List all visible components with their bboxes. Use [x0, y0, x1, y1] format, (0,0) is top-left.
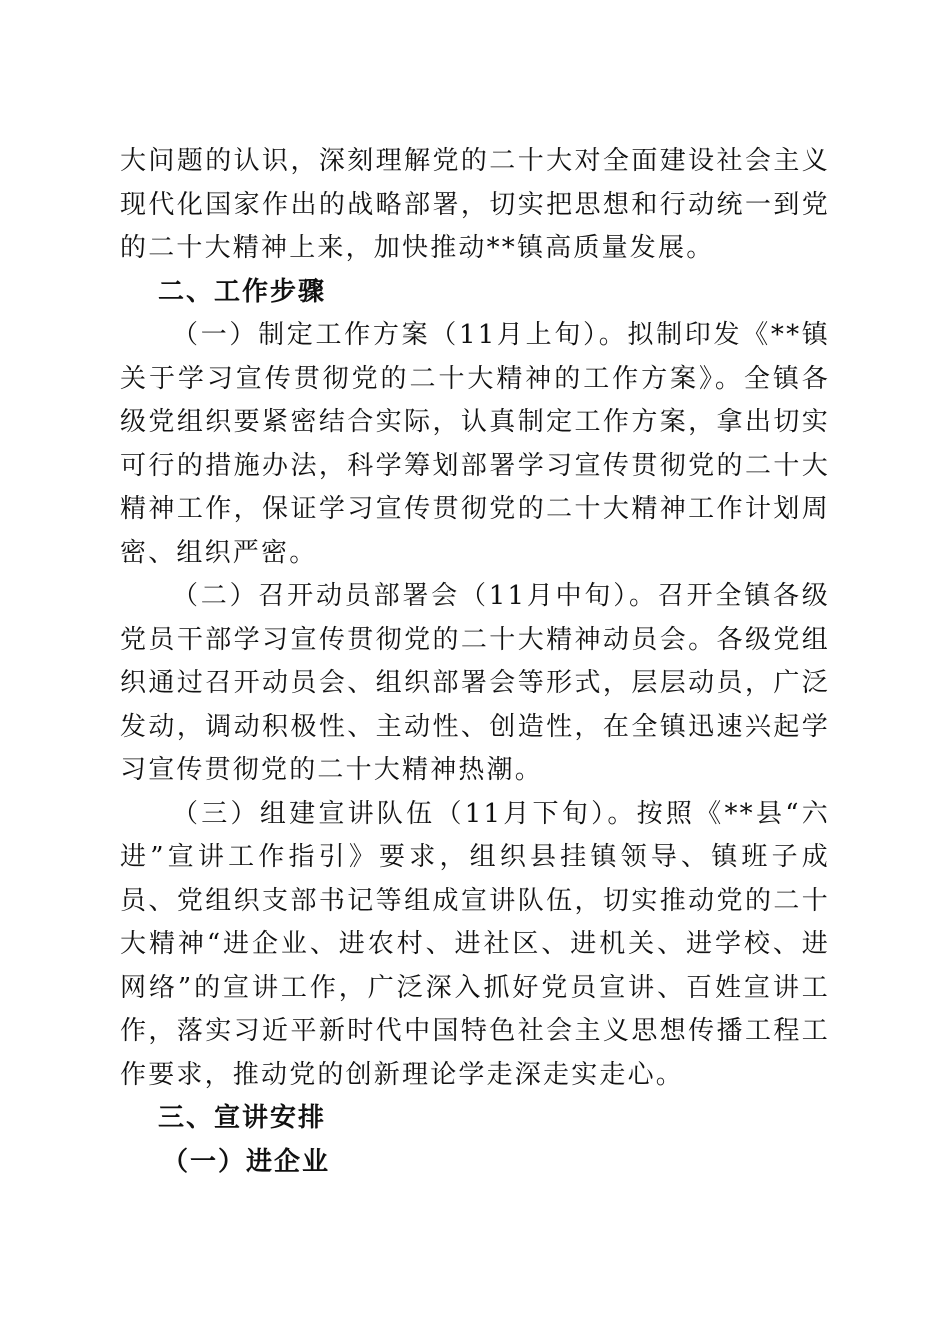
intro-continuation-paragraph: 大问题的认识，深刻理解党的二十大对全面建设社会主义现代化国家作出的战略部署，切实把思想和行动统一到党的二十大精神上来，加快推动**镇高质量发展。 [120, 146, 830, 263]
step-three-paragraph: （三）组建宣讲队伍（11月下旬）。按照《**县“六进”宣讲工作指引》要求，组织县挂镇领导、镇班子成员、党组织支部书记等组成宣讲队伍，切实推动党的二十大精神“进企业、进农村、进社区、进机关、进学校、进网络”的宣讲工作，广泛深入抓好党员宣讲、百姓宣讲工作，落实习近平新时代中国特色社会主义思想传播工程工作要求，推动党的创新理论学走深走实走心。 [120, 798, 830, 1090]
section-two-heading: 二、工作步骤 [158, 276, 327, 307]
step-two-paragraph: （二）召开动员部署会（11月中旬）。召开全镇各级党员干部学习宣传贯彻党的二十大精神动员会。各级党组织通过召开动员会、组织部署会等形式，层层动员，广泛发动，调动积极性、主动性、创造性，在全镇迅速兴起学习宣传贯彻党的二十大精神热潮。 [120, 581, 830, 785]
document-body [120, 140, 830, 1184]
sub-one-heading: （一）进企业 [162, 1146, 331, 1177]
section-three-heading: 三、宣讲安排 [158, 1103, 327, 1133]
step-one-paragraph: （一）制定工作方案（11月上旬）。拟制印发《**镇关于学习宣传贯彻党的二十大精神的工作方案》。全镇各级党组织要紧密结合实际，认真制定工作方案，拿出切实可行的措施办法，科学筹划部署学习宣传贯彻党的二十大精神工作，保证学习宣传贯彻党的二十大精神工作计划周密、组织严密。 [120, 320, 830, 568]
